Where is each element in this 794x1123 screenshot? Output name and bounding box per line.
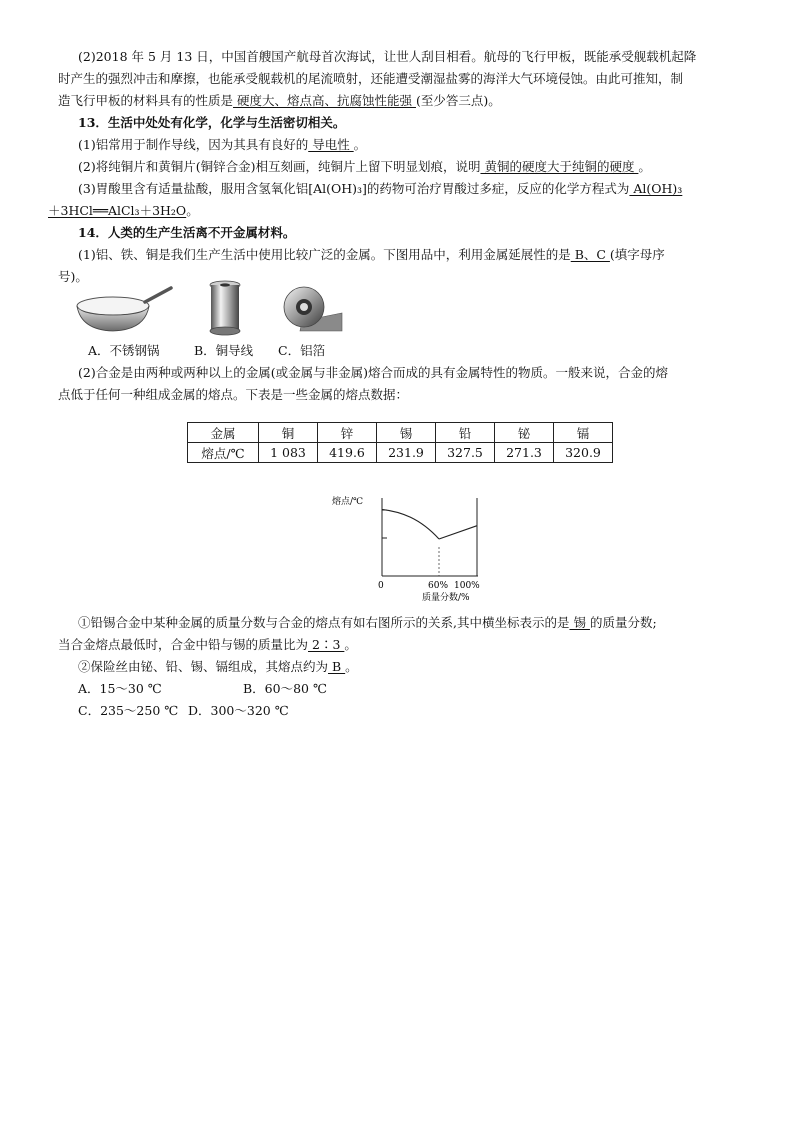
q13-part2 <box>78 158 651 176</box>
q12-line3 <box>58 92 501 110</box>
alloy-melting-chart <box>330 488 490 608</box>
image-label-b: B．铜导线 <box>194 343 254 358</box>
q14-p1-question: (1)铝、铁、铜是我们生产生活中使用比较广泛的金属。下图用品中，利用金属延展性的是 <box>78 247 571 262</box>
table-cell: 327.5 <box>436 443 495 463</box>
melting-point-table <box>187 422 613 463</box>
x-axis-label: 质量分数/% <box>422 593 470 603</box>
table-cell: 419.6 <box>318 443 377 463</box>
q13-part3-cont <box>48 202 199 220</box>
q13-p1-end: 。 <box>353 137 367 152</box>
q13-part1 <box>78 136 366 154</box>
aluminum-foil-roll-icon <box>282 283 344 333</box>
q14-sub1-line1 <box>78 614 657 632</box>
table-cell: 231.9 <box>377 443 436 463</box>
x-tick-60: 60% <box>428 581 449 591</box>
table-cell: 镉 <box>554 423 613 443</box>
q14-sub2-end: 。 <box>345 659 358 674</box>
q13-p2-question: (2)将纯铜片和黄铜片(铜锌合金)相互刻画，纯铜片上留下明显划痕，说明 <box>78 159 481 174</box>
table-cell: 1 083 <box>259 443 318 463</box>
table-cell: 320.9 <box>554 443 613 463</box>
q12-note: (至少答三点)。 <box>415 93 501 108</box>
q12-answer: 硬度大、熔点高、抗腐蚀性能强 <box>233 93 416 108</box>
q13-p2-answer: 黄铜的硬度大于纯铜的硬度 <box>480 159 639 174</box>
copper-wire-spool-icon <box>207 280 243 336</box>
table-cell: 铅 <box>436 423 495 443</box>
q14-sub1-question: ①铅锡合金中某种金属的质量分数与合金的熔点有如右图所示的关系,其中横坐标表示的是 <box>78 615 570 630</box>
x-tick-100: 100% <box>454 581 480 591</box>
table-row <box>188 443 613 463</box>
option-a: A．15～30 ℃ <box>78 681 162 696</box>
q14-sub1-answer: 锡 <box>569 615 590 630</box>
q14-p1-end: (填字母序 <box>609 247 665 262</box>
table-cell: 锡 <box>377 423 436 443</box>
q14-sub1b-end: 。 <box>344 637 357 652</box>
image-label-c: C．铝箔 <box>278 343 326 358</box>
q14-part2-line1: (2)合金是由两种或两种以上的金属(或金属与非金属)熔合而成的具有金属特性的物质。一般来说，合金的熔 <box>78 365 668 380</box>
q13-part3 <box>78 180 682 198</box>
q14-part2-line2: 点低于任何一种组成金属的熔点。下表是一些金属的熔点数据： <box>58 387 409 402</box>
table-header-row <box>188 423 613 443</box>
q13-p1-question: (1)铝常用于制作导线，因为其具有良好的 <box>78 137 309 152</box>
q14-p1-answer: B、C <box>570 247 610 262</box>
curve-left-branch <box>382 509 439 539</box>
table-cell: 金属 <box>188 423 259 443</box>
q12-line2: 时产生的强烈冲击和摩擦，也能承受舰载机的尾流喷射，还能遭受潮湿盐雾的海洋大气环境侵蚀。由此可推知，制 <box>58 71 684 86</box>
q13-title: 13．生活中处处有化学，化学与生活密切相关。 <box>78 115 346 130</box>
table-cell: 熔点/℃ <box>188 443 259 463</box>
q12-question: 造飞行甲板的材料具有的性质是 <box>58 93 234 108</box>
q13-p2-end: 。 <box>638 159 651 174</box>
wok-icon <box>75 282 173 334</box>
image-label-a: A．不锈钢锅 <box>88 343 160 358</box>
q14-sub1b-answer: 2∶3 <box>308 637 345 652</box>
q14-part1-cont: 号)。 <box>58 269 88 284</box>
q13-p3-question: (3)胃酸里含有适量盐酸，服用含氢氧化铝[Al(OH)₃]的药物可治疗胃酸过多症，反应的化学方程式为 <box>78 181 630 196</box>
q14-sub2-question: ②保险丝由铋、铅、锡、镉组成，其熔点约为 <box>78 659 329 674</box>
q14-sub1-end: 的质量分数; <box>589 615 657 630</box>
q14-sub2-answer: B <box>328 659 346 674</box>
option-d: D．300～320 ℃ <box>188 703 289 718</box>
table-cell: 锌 <box>318 423 377 443</box>
q13-p3-end: 。 <box>186 203 199 218</box>
q13-p3-answer-a: Al(OH)₃ <box>629 181 683 196</box>
q14-title: 14．人类的生产生活离不开金属材料。 <box>78 225 296 240</box>
x-tick-0: 0 <box>378 581 384 591</box>
curve-right-branch <box>439 526 477 539</box>
option-c: C．235～250 ℃ <box>78 703 179 718</box>
q14-sub1b-question: 当合金熔点最低时，合金中铅与锡的质量比为 <box>58 637 309 652</box>
option-b: B．60～80 ℃ <box>243 681 327 696</box>
table-cell: 271.3 <box>495 443 554 463</box>
table-cell: 铋 <box>495 423 554 443</box>
y-axis-label: 熔点/℃ <box>332 497 364 507</box>
q14-sub2 <box>78 658 358 676</box>
q13-p1-answer: 导电性 <box>308 137 354 152</box>
table-cell: 铜 <box>259 423 318 443</box>
q14-sub1-line2 <box>58 636 357 654</box>
q13-p3-answer-b: ＋3HCl══AlCl₃＋3H₂O <box>48 203 187 218</box>
q14-part1 <box>78 246 665 264</box>
q12-line1: (2)2018 年 5 月 13 日，中国首艘国产航母首次海试，让世人刮目相看。航母的飞行甲板，既能承受舰载机起降 <box>78 49 697 64</box>
